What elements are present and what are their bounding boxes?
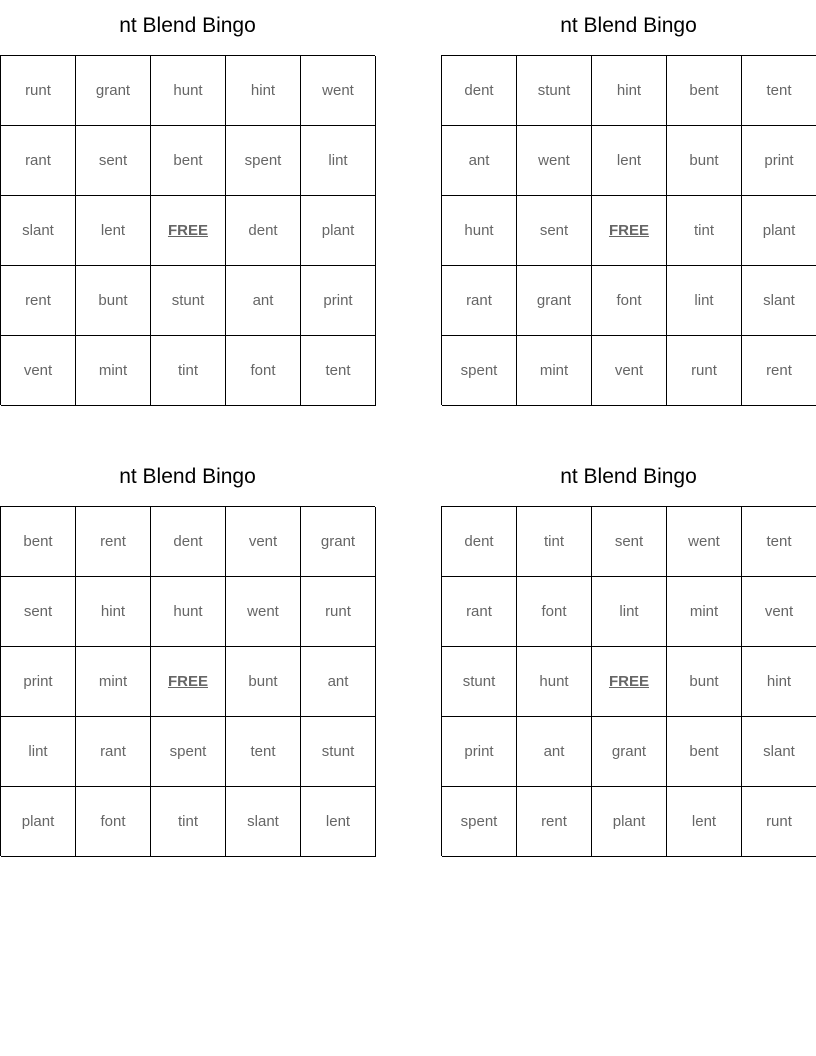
bingo-cell: went xyxy=(517,126,592,196)
bingo-card xyxy=(441,451,816,856)
bingo-cell: font xyxy=(76,787,151,857)
bingo-cell: slant xyxy=(226,787,301,857)
bingo-cell: spent xyxy=(226,126,301,196)
bingo-cell: stunt xyxy=(151,266,226,336)
bingo-cell: vent xyxy=(742,577,816,647)
bingo-cell: rent xyxy=(1,266,76,336)
bingo-cell: bunt xyxy=(76,266,151,336)
bingo-cell: lent xyxy=(667,787,742,857)
free-space-cell: FREE xyxy=(151,647,226,717)
bingo-cell: sent xyxy=(1,577,76,647)
bingo-cell: lent xyxy=(301,787,376,857)
bingo-cell: slant xyxy=(742,266,816,336)
card-title: nt Blend Bingo xyxy=(119,14,256,37)
bingo-cell: font xyxy=(226,336,301,406)
bingo-cell: hint xyxy=(592,56,667,126)
bingo-cell: mint xyxy=(76,647,151,717)
bingo-cell: lint xyxy=(667,266,742,336)
bingo-cell: bent xyxy=(667,717,742,787)
bingo-cell: lint xyxy=(301,126,376,196)
bingo-cell: ant xyxy=(517,717,592,787)
bingo-cell: tent xyxy=(301,336,376,406)
bingo-cell: bent xyxy=(667,56,742,126)
bingo-cell: mint xyxy=(517,336,592,406)
bingo-cell: slant xyxy=(1,196,76,266)
bingo-cell: dent xyxy=(226,196,301,266)
bingo-cell: went xyxy=(667,507,742,577)
bingo-cell: print xyxy=(301,266,376,336)
bingo-cell: sent xyxy=(592,507,667,577)
bingo-cell: plant xyxy=(742,196,816,266)
bingo-cell: rent xyxy=(517,787,592,857)
bingo-cell: rent xyxy=(76,507,151,577)
bingo-cell: vent xyxy=(592,336,667,406)
bingo-cell: grant xyxy=(301,507,376,577)
bingo-cell: bunt xyxy=(667,647,742,717)
bingo-cell: ant xyxy=(226,266,301,336)
bingo-cell: hunt xyxy=(151,56,226,126)
bingo-cell: lent xyxy=(592,126,667,196)
bingo-cell: tint xyxy=(667,196,742,266)
bingo-cell: runt xyxy=(742,787,816,857)
bingo-cell: rent xyxy=(742,336,816,406)
bingo-cell: lint xyxy=(592,577,667,647)
bingo-cell: hunt xyxy=(442,196,517,266)
bingo-cell: tent xyxy=(742,56,816,126)
bingo-cell: print xyxy=(442,717,517,787)
bingo-cell: sent xyxy=(76,126,151,196)
bingo-cell: bunt xyxy=(667,126,742,196)
bingo-cell: mint xyxy=(667,577,742,647)
bingo-cell: rant xyxy=(76,717,151,787)
bingo-cell: ant xyxy=(301,647,376,717)
card-title: nt Blend Bingo xyxy=(119,465,256,488)
bingo-cell: tint xyxy=(151,336,226,406)
bingo-cell: lint xyxy=(1,717,76,787)
bingo-cell: rant xyxy=(442,266,517,336)
bingo-cell: plant xyxy=(592,787,667,857)
bingo-cell: spent xyxy=(151,717,226,787)
bingo-cell: tint xyxy=(517,507,592,577)
bingo-cell: grant xyxy=(592,717,667,787)
bingo-cell: font xyxy=(592,266,667,336)
bingo-cell: vent xyxy=(1,336,76,406)
bingo-cell: spent xyxy=(442,787,517,857)
bingo-cell: dent xyxy=(151,507,226,577)
bingo-cell: dent xyxy=(442,56,517,126)
bingo-cell: sent xyxy=(517,196,592,266)
bingo-cell: spent xyxy=(442,336,517,406)
bingo-cell: tent xyxy=(742,507,816,577)
bingo-cell: bent xyxy=(1,507,76,577)
bingo-cell: tent xyxy=(226,717,301,787)
card-title: nt Blend Bingo xyxy=(560,14,697,37)
bingo-cell: hint xyxy=(742,647,816,717)
bingo-cell: hint xyxy=(76,577,151,647)
bingo-cell: tint xyxy=(151,787,226,857)
bingo-cell: font xyxy=(517,577,592,647)
bingo-grid xyxy=(441,55,816,405)
bingo-cell: hint xyxy=(226,56,301,126)
free-space-cell: FREE xyxy=(592,196,667,266)
bingo-grid xyxy=(0,506,375,856)
free-space-cell: FREE xyxy=(151,196,226,266)
bingo-cell: went xyxy=(301,56,376,126)
bingo-grid xyxy=(441,506,816,856)
bingo-cell: plant xyxy=(1,787,76,857)
bingo-cell: dent xyxy=(442,507,517,577)
bingo-cell: bent xyxy=(151,126,226,196)
bingo-cell: hunt xyxy=(517,647,592,717)
bingo-card xyxy=(0,451,375,856)
bingo-cell: print xyxy=(1,647,76,717)
bingo-cell: rant xyxy=(1,126,76,196)
bingo-cell: lent xyxy=(76,196,151,266)
bingo-card xyxy=(441,0,816,405)
bingo-cell: hunt xyxy=(151,577,226,647)
bingo-cell: vent xyxy=(226,507,301,577)
free-space-cell: FREE xyxy=(592,647,667,717)
bingo-cell: runt xyxy=(667,336,742,406)
bingo-cell: stunt xyxy=(517,56,592,126)
bingo-cell: plant xyxy=(301,196,376,266)
bingo-cell: grant xyxy=(517,266,592,336)
bingo-cell: mint xyxy=(76,336,151,406)
bingo-cell: stunt xyxy=(442,647,517,717)
bingo-cell: rant xyxy=(442,577,517,647)
bingo-cell: grant xyxy=(76,56,151,126)
bingo-cell: print xyxy=(742,126,816,196)
bingo-card xyxy=(0,0,375,405)
bingo-grid xyxy=(0,55,375,405)
bingo-cell: went xyxy=(226,577,301,647)
bingo-cell: stunt xyxy=(301,717,376,787)
bingo-cell: runt xyxy=(1,56,76,126)
bingo-cell: runt xyxy=(301,577,376,647)
bingo-cell: ant xyxy=(442,126,517,196)
bingo-cell: slant xyxy=(742,717,816,787)
card-title: nt Blend Bingo xyxy=(560,465,697,488)
bingo-cell: bunt xyxy=(226,647,301,717)
